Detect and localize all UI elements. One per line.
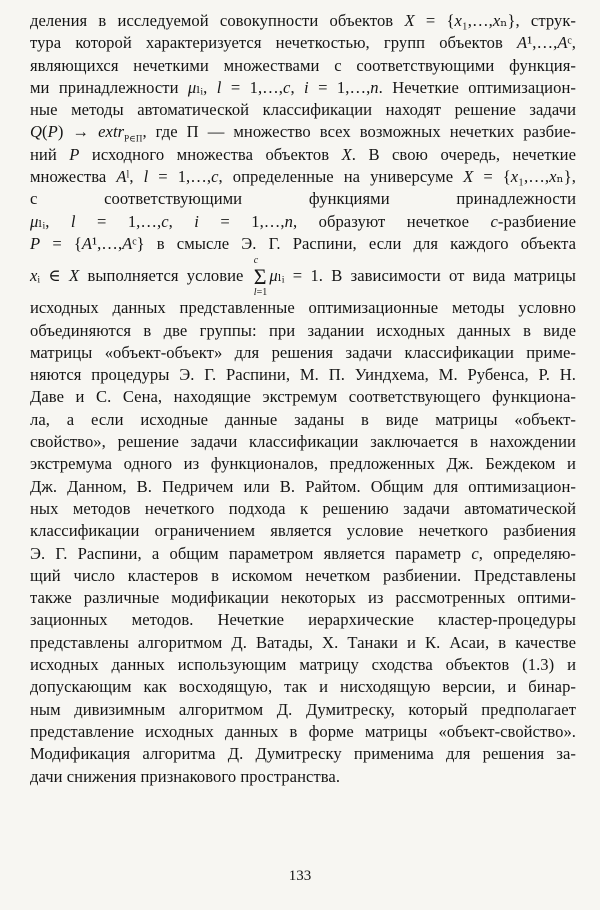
text-line: ные методы автоматической классификации находят решение задачи	[30, 100, 576, 120]
page-number: 133	[288, 868, 312, 884]
text-line: представлены алгоритмом Д. Ватады, Х. Танаки и К. Асаи, в качестве	[30, 632, 576, 652]
text-line: P = {A¹,…,Aᶜ} в смысле Э. Г. Распини, если для каждого объекта	[30, 233, 576, 253]
text-line: являющихся нечеткими множествами с соответствующими функция-	[30, 55, 576, 75]
text-line: с соответствующими функциями принадлежности	[30, 189, 576, 209]
text-line: дачи снижения признакового пространства.	[30, 766, 341, 786]
text-line: объединяются в две группы: при задании исходных данных в виде	[30, 320, 576, 340]
text-line: допускающим как восходящую, так и нисходящую версии, и бинар-	[30, 677, 576, 697]
text-line: щий число кластеров в искомом нечетком разбиении. Представлены	[30, 565, 576, 585]
text-line: няются процедуры Э. Г. Распини, М. П. Уиндхема, М. Рубенса, Р. Н.	[30, 365, 576, 385]
text-line: также различные модификации некоторых из рассмотренных оптими-	[30, 588, 576, 608]
text-line: ла, а если исходные данные заданы в виде матрицы «объект-	[30, 409, 576, 429]
text-line: ных методов нечеткого подхода к решению задачи автоматической	[30, 498, 576, 518]
text-line: зационных методов. Нечеткие иерархические кластер-процедуры	[30, 610, 576, 630]
sum-symbol: c Σ l=1	[253, 255, 268, 299]
text-line: xᵢ ∈ X выполняется условие c Σ l=1μₗᵢ = 1. В зависимости от вида матрицы	[30, 255, 576, 299]
text-line: тура которой характеризуется нечеткостью, групп объектов A¹,…,Aᶜ,	[30, 33, 576, 53]
text-line: Даве и С. Сена, находящие экстремум соответствующего функциона-	[30, 387, 576, 407]
text-line: множества Aˡ, l = 1,…,c, определенные на универсуме X = {x₁,…,xₙ},	[30, 167, 576, 187]
text-line: Дж. Данном, В. Педричем или В. Райтом. Общим для оптимизацион-	[30, 476, 576, 496]
text-line: Q(P) → extr$_{P\in\Pi}$, где Π — множество всех возможных нечетких разбие-	[30, 122, 576, 144]
text-line: представление исходных данных в форме матрицы «объект-свойство».	[30, 721, 576, 741]
text-line: свойство», решение задачи классификации заключается в нахождении	[30, 432, 576, 452]
text-line: классификации ограничением является условие нечеткого разбиения	[30, 521, 576, 541]
text-line: исходных данных использующим матрицу сходства объектов (1.3) и	[30, 655, 576, 675]
text-line: ми принадлежности μₗᵢ, l = 1,…,c, i = 1,…,n. Нечеткие оптимизацион-	[30, 77, 576, 97]
body-text	[30, 10, 576, 788]
text-line: экстремума одного из функционалов, предложенных Дж. Беждеком и	[30, 454, 576, 474]
text-line: ным дивизимным алгоритмом Д. Думитреску, который предполагает	[30, 699, 576, 719]
text-line: ний P исходного множества объектов X. В свою очередь, нечеткие	[30, 144, 577, 164]
text-line: деления в исследуемой совокупности объектов X = {x₁,…,xₙ}, струк-	[30, 11, 577, 30]
text-line: Э. Г. Распини, а общим параметром является параметр c, определяю-	[30, 543, 576, 563]
text-line: Модификация алгоритма Д. Думитреску применима для решения за-	[30, 744, 576, 764]
text-line: исходных данных представленные оптимизационные методы условно	[30, 298, 576, 318]
text-line: матрицы «объект-объект» для решения задачи классификации приме-	[30, 342, 576, 362]
text-line: μₗᵢ, l = 1,…,c, i = 1,…,n, образуют нечеткое c-разбиение	[30, 211, 576, 231]
